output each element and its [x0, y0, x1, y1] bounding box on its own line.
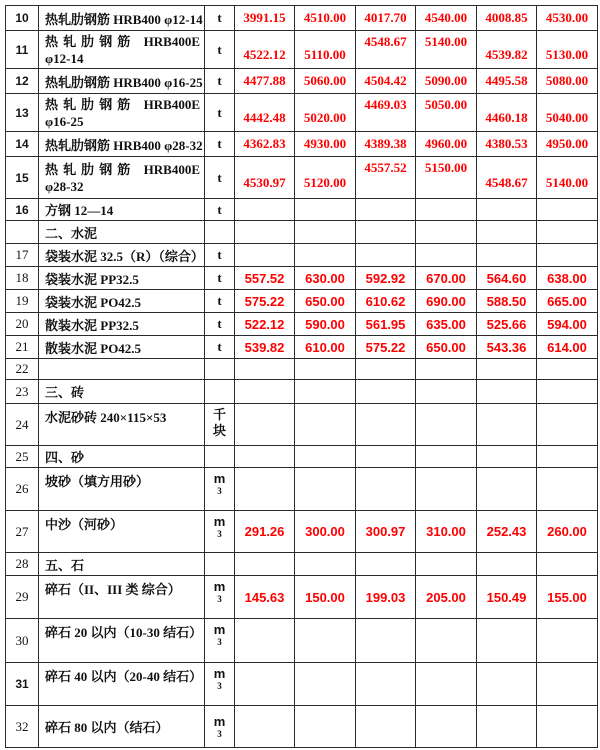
price-cell: 592.92 — [356, 267, 416, 290]
table-row — [6, 69, 598, 94]
price-cell: 5140.00 — [537, 157, 598, 199]
table-row — [6, 706, 598, 748]
table-row — [6, 267, 598, 290]
material-name-cell: 碎石 40 以内（20-40 结石） — [39, 663, 205, 706]
price-cell: 5130.00 — [537, 31, 598, 69]
table-row — [6, 94, 598, 132]
price-cell: 5050.00 — [416, 94, 477, 132]
table-row — [6, 336, 598, 359]
price-cell — [416, 244, 477, 267]
table-row — [6, 468, 598, 511]
price-cell — [477, 553, 537, 576]
unit-cell: t — [205, 6, 235, 31]
material-name-cell — [39, 157, 205, 199]
price-cell — [537, 380, 598, 404]
price-cell: 4460.18 — [477, 94, 537, 132]
row-number-cell: 32 — [6, 706, 39, 748]
row-number-cell: 25 — [6, 446, 39, 468]
material-name-cell: 散装水泥 PO42.5 — [39, 336, 205, 359]
price-cell: 575.22 — [235, 290, 295, 313]
price-cell: 3991.15 — [235, 6, 295, 31]
material-name-cell: 热轧肋钢筋 HRB400 φ28-32 — [39, 132, 205, 157]
price-cell: 4930.00 — [295, 132, 356, 157]
price-cell: 610.00 — [295, 336, 356, 359]
price-cell — [416, 619, 477, 663]
price-cell — [416, 221, 477, 244]
row-number-cell: 10 — [6, 6, 39, 31]
unit-cell: t — [205, 31, 235, 69]
price-cell — [416, 359, 477, 380]
price-cell — [416, 468, 477, 511]
table-row — [6, 380, 598, 404]
price-cell: 5040.00 — [537, 94, 598, 132]
unit-cubed: 3 — [217, 594, 222, 604]
price-cell — [295, 553, 356, 576]
unit-cell: t — [205, 94, 235, 132]
price-cell: 199.03 — [356, 576, 416, 619]
material-name-cell — [39, 31, 205, 69]
price-cell: 543.36 — [477, 336, 537, 359]
price-cell: 4495.58 — [477, 69, 537, 94]
unit-m: m — [213, 579, 226, 594]
table-row — [6, 404, 598, 446]
price-cell: 310.00 — [416, 511, 477, 553]
row-number-cell: 19 — [6, 290, 39, 313]
price-cell — [537, 706, 598, 748]
unit-cell — [205, 663, 235, 706]
price-cell: 650.00 — [416, 336, 477, 359]
price-cell: 145.63 — [235, 576, 295, 619]
material-name-cell: 袋装水泥 PO42.5 — [39, 290, 205, 313]
price-cell: 4557.52 — [356, 157, 416, 199]
price-cell: 638.00 — [537, 267, 598, 290]
unit-cubed: 3 — [217, 486, 222, 496]
row-number-cell: 22 — [6, 359, 39, 380]
price-cell: 588.50 — [477, 290, 537, 313]
price-cell — [477, 380, 537, 404]
price-cell — [235, 619, 295, 663]
price-cell — [477, 244, 537, 267]
price-cell — [416, 380, 477, 404]
price-cell — [235, 380, 295, 404]
price-cell — [537, 553, 598, 576]
material-name-cell: 坡砂（填方用砂） — [39, 468, 205, 511]
material-name-cell: 袋装水泥 PP32.5 — [39, 267, 205, 290]
material-name-cell: 水泥砂砖 240×115×53 — [39, 404, 205, 446]
unit-cell: t — [205, 69, 235, 94]
price-cell: 4362.83 — [235, 132, 295, 157]
price-cell — [295, 706, 356, 748]
price-cell — [356, 404, 416, 446]
price-cell — [416, 404, 477, 446]
table-row — [6, 313, 598, 336]
price-cell — [295, 446, 356, 468]
unit-cell: t — [205, 132, 235, 157]
price-cell: 561.95 — [356, 313, 416, 336]
price-cell — [295, 404, 356, 446]
material-name-line2: φ12-14 — [45, 50, 84, 66]
price-cell: 690.00 — [416, 290, 477, 313]
price-cell — [416, 663, 477, 706]
row-number-cell: 15 — [6, 157, 39, 199]
price-cell — [416, 199, 477, 221]
price-cell: 539.82 — [235, 336, 295, 359]
material-name-cell: 碎石 80 以内（结石） — [39, 706, 205, 748]
price-cell: 4504.42 — [356, 69, 416, 94]
price-cell — [537, 359, 598, 380]
material-name-cell: 方钢 12—14 — [39, 199, 205, 221]
price-cell: 5110.00 — [295, 31, 356, 69]
table-row — [6, 359, 598, 380]
row-number-cell: 18 — [6, 267, 39, 290]
row-number-cell: 11 — [6, 31, 39, 69]
unit-cubed: 3 — [217, 681, 222, 691]
unit-cubed: 3 — [217, 637, 222, 647]
price-cell: 650.00 — [295, 290, 356, 313]
material-name-line1: 热轧肋钢筋 HRB400E — [45, 33, 200, 49]
price-cell: 4442.48 — [235, 94, 295, 132]
price-cell: 525.66 — [477, 313, 537, 336]
material-name-cell: 碎石（II、III 类 综合） — [39, 576, 205, 619]
price-cell: 300.97 — [356, 511, 416, 553]
material-name-cell: 热轧肋钢筋 HRB400 φ16-25 — [39, 69, 205, 94]
price-table-body — [6, 6, 598, 748]
price-cell: 4477.88 — [235, 69, 295, 94]
price-cell: 610.62 — [356, 290, 416, 313]
price-cell — [295, 619, 356, 663]
unit-cell — [205, 380, 235, 404]
material-name-cell: 二、水泥 — [39, 221, 205, 244]
price-cell — [537, 221, 598, 244]
table-row — [6, 576, 598, 619]
unit-cell: t — [205, 290, 235, 313]
price-cell — [356, 359, 416, 380]
price-cell: 5120.00 — [295, 157, 356, 199]
unit-cell: t — [205, 157, 235, 199]
price-cell — [295, 221, 356, 244]
price-cell — [537, 404, 598, 446]
price-cell — [295, 468, 356, 511]
price-cell — [235, 446, 295, 468]
unit-m: m — [213, 514, 226, 529]
price-cell: 5140.00 — [416, 31, 477, 69]
price-cell — [477, 404, 537, 446]
row-number-cell: 20 — [6, 313, 39, 336]
material-name-cell — [39, 359, 205, 380]
price-cell: 300.00 — [295, 511, 356, 553]
row-number-cell: 29 — [6, 576, 39, 619]
table-row — [6, 619, 598, 663]
price-cell — [295, 199, 356, 221]
row-number-cell: 30 — [6, 619, 39, 663]
price-cell — [477, 619, 537, 663]
material-name-line1: 热轧肋钢筋 HRB400E — [45, 161, 200, 177]
price-cell — [295, 359, 356, 380]
price-cell: 260.00 — [537, 511, 598, 553]
price-cell — [477, 359, 537, 380]
row-number-cell: 24 — [6, 404, 39, 446]
price-cell: 4548.67 — [477, 157, 537, 199]
price-cell: 564.60 — [477, 267, 537, 290]
unit-cell — [205, 576, 235, 619]
row-number-cell: 27 — [6, 511, 39, 553]
price-cell — [416, 706, 477, 748]
unit-char: 块 — [212, 423, 226, 438]
row-number-cell: 23 — [6, 380, 39, 404]
material-name-cell: 碎石 20 以内（10-30 结石） — [39, 619, 205, 663]
table-row — [6, 446, 598, 468]
unit-cell — [205, 221, 235, 244]
unit-cell — [205, 468, 235, 511]
price-cell — [356, 380, 416, 404]
price-cell — [537, 244, 598, 267]
unit-cell — [205, 511, 235, 553]
price-cell — [537, 468, 598, 511]
unit-cell — [205, 446, 235, 468]
price-cell: 4950.00 — [537, 132, 598, 157]
unit-cubed: 3 — [217, 529, 222, 539]
row-number-cell: 21 — [6, 336, 39, 359]
price-cell — [477, 706, 537, 748]
row-number-cell: 16 — [6, 199, 39, 221]
unit-cell — [205, 359, 235, 380]
material-name-cell: 中沙（河砂） — [39, 511, 205, 553]
price-cell: 594.00 — [537, 313, 598, 336]
price-cell: 4380.53 — [477, 132, 537, 157]
price-cell — [235, 244, 295, 267]
price-cell — [356, 244, 416, 267]
unit-cell: t — [205, 336, 235, 359]
price-cell — [356, 663, 416, 706]
price-cell: 205.00 — [416, 576, 477, 619]
price-cell — [235, 404, 295, 446]
price-cell — [477, 199, 537, 221]
price-cell: 4540.00 — [416, 6, 477, 31]
price-cell: 4008.85 — [477, 6, 537, 31]
unit-m: m — [213, 666, 226, 681]
material-name-line1: 热轧肋钢筋 HRB400E — [45, 96, 200, 112]
row-number-cell: 26 — [6, 468, 39, 511]
price-cell: 291.26 — [235, 511, 295, 553]
price-cell — [356, 619, 416, 663]
price-cell: 630.00 — [295, 267, 356, 290]
row-number-cell: 17 — [6, 244, 39, 267]
price-cell — [295, 244, 356, 267]
unit-cubed: 3 — [217, 729, 222, 739]
price-cell: 4510.00 — [295, 6, 356, 31]
table-row — [6, 132, 598, 157]
price-cell — [235, 221, 295, 244]
price-cell: 4522.12 — [235, 31, 295, 69]
table-row — [6, 553, 598, 576]
price-cell: 5090.00 — [416, 69, 477, 94]
material-name-cell: 三、砖 — [39, 380, 205, 404]
table-row — [6, 157, 598, 199]
unit-cell: t — [205, 199, 235, 221]
price-cell — [537, 199, 598, 221]
table-row — [6, 199, 598, 221]
material-name-cell: 五、石 — [39, 553, 205, 576]
price-cell: 4469.03 — [356, 94, 416, 132]
price-cell — [537, 663, 598, 706]
price-cell: 4530.97 — [235, 157, 295, 199]
price-cell: 670.00 — [416, 267, 477, 290]
price-cell — [356, 221, 416, 244]
price-cell: 5060.00 — [295, 69, 356, 94]
price-cell — [537, 446, 598, 468]
table-row — [6, 31, 598, 69]
material-name-cell: 四、砂 — [39, 446, 205, 468]
price-table-sheet — [5, 5, 598, 748]
price-cell: 150.49 — [477, 576, 537, 619]
price-cell — [235, 663, 295, 706]
price-cell — [477, 446, 537, 468]
unit-cell: t — [205, 313, 235, 336]
price-cell — [235, 199, 295, 221]
price-cell: 4389.38 — [356, 132, 416, 157]
price-cell — [356, 199, 416, 221]
price-cell: 557.52 — [235, 267, 295, 290]
price-cell: 665.00 — [537, 290, 598, 313]
table-row — [6, 663, 598, 706]
price-cell — [356, 468, 416, 511]
price-cell: 4539.82 — [477, 31, 537, 69]
materials-price-table — [5, 5, 598, 748]
price-cell — [416, 446, 477, 468]
price-cell — [235, 359, 295, 380]
price-cell — [295, 663, 356, 706]
material-name-cell — [39, 94, 205, 132]
price-cell — [356, 446, 416, 468]
unit-cell — [205, 553, 235, 576]
price-cell: 635.00 — [416, 313, 477, 336]
price-cell: 155.00 — [537, 576, 598, 619]
unit-m: m — [213, 622, 226, 637]
unit-cell: t — [205, 244, 235, 267]
price-cell: 5150.00 — [416, 157, 477, 199]
price-cell — [416, 553, 477, 576]
price-cell — [356, 553, 416, 576]
price-cell — [477, 221, 537, 244]
price-cell: 4017.70 — [356, 6, 416, 31]
price-cell: 590.00 — [295, 313, 356, 336]
price-cell: 4548.67 — [356, 31, 416, 69]
table-row — [6, 244, 598, 267]
price-cell — [537, 619, 598, 663]
unit-cell: t — [205, 267, 235, 290]
unit-char: 千 — [212, 407, 226, 422]
row-number-cell: 14 — [6, 132, 39, 157]
row-number-cell: 28 — [6, 553, 39, 576]
price-cell: 522.12 — [235, 313, 295, 336]
material-name-cell: 热轧肋钢筋 HRB400 φ12-14 — [39, 6, 205, 31]
unit-cell — [205, 404, 235, 446]
unit-m: m — [213, 471, 226, 486]
price-cell — [235, 706, 295, 748]
price-cell — [477, 468, 537, 511]
price-cell: 150.00 — [295, 576, 356, 619]
price-cell — [477, 663, 537, 706]
material-name-cell: 散装水泥 PP32.5 — [39, 313, 205, 336]
table-row — [6, 511, 598, 553]
price-cell: 4530.00 — [537, 6, 598, 31]
table-row — [6, 290, 598, 313]
price-cell: 4960.00 — [416, 132, 477, 157]
price-cell — [356, 706, 416, 748]
table-row — [6, 221, 598, 244]
unit-cell — [205, 706, 235, 748]
material-name-cell: 袋装水泥 32.5（R）（综合） — [39, 244, 205, 267]
row-number-cell: 12 — [6, 69, 39, 94]
row-number-cell — [6, 221, 39, 244]
table-row — [6, 6, 598, 31]
price-cell: 575.22 — [356, 336, 416, 359]
unit-m: m — [213, 714, 226, 729]
material-name-line2: φ28-32 — [45, 178, 84, 194]
price-cell — [295, 380, 356, 404]
price-cell: 5020.00 — [295, 94, 356, 132]
price-cell: 5080.00 — [537, 69, 598, 94]
price-cell — [235, 468, 295, 511]
unit-cell — [205, 619, 235, 663]
price-cell — [235, 553, 295, 576]
price-cell: 614.00 — [537, 336, 598, 359]
row-number-cell: 13 — [6, 94, 39, 132]
row-number-cell: 31 — [6, 663, 39, 706]
material-name-line2: φ16-25 — [45, 113, 84, 129]
price-cell: 252.43 — [477, 511, 537, 553]
